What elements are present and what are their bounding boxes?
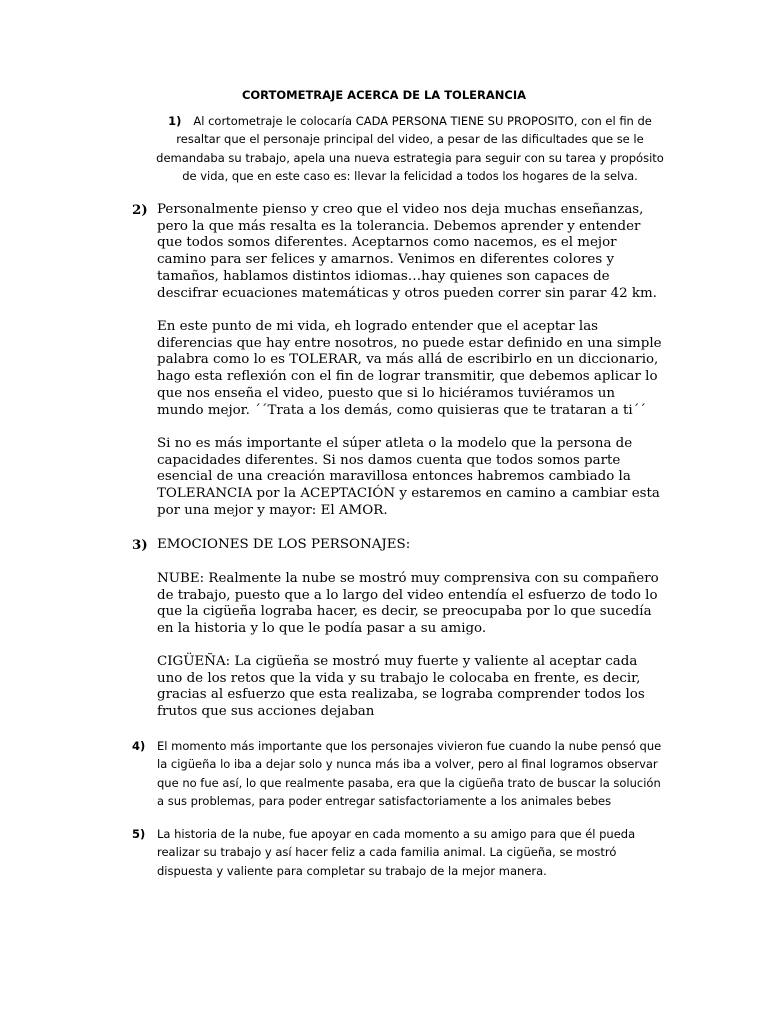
section-3-heading: EMOCIONES DE LOS PERSONAJES: bbox=[157, 537, 411, 552]
section-2-paragraph-3: Si no es más importante el súper atleta o la modelo que la persona de capacidades diferentes. Si nos damos cuenta que todos somos parte esencial de una creación maravillosa entonces habremos cambiado la TOLERANCIA por la ACEPTACIÓN y estaremos en camino a cambiar esta por una mejor y mayor: El AMOR. bbox=[157, 436, 660, 518]
section-1-paragraph-1: Al cortometraje le colocaría CADA PERSONA TIENE SU PROPOSITO, con el fin de resaltar que el personaje principal del video, a pesar de las dificultades que se le demandaba su trabajo, apela una nueva estrategia para seguir con su tarea y propósito de vida, que en este caso es: llevar la felicidad a todos los hogares de la selva. bbox=[156, 114, 664, 184]
section-1-number: 1) bbox=[168, 114, 182, 128]
section-3-paragraph-ciguena: CIGÜEÑA: La cigüeña se mostró muy fuerte y valiente al aceptar cada uno de los retos que la vida y su trabajo le colocaba en frente, es decir, gracias al esfuerzo que esta realizaba, se lograba comprender todos los frutos que sus acciones dejaban bbox=[157, 654, 645, 720]
section-4-paragraph-1: El momento más importante que los personajes vivieron fue cuando la nube pensó que la cigüeña lo iba a dejar solo y nunca más iba a volver, pero al final logramos observar que no fue así, lo que realmente pasaba, era que la cigüeña trato de buscar la solución a sus problemas, para poder entregar satisfactoriamente a los animales bebes bbox=[157, 739, 662, 809]
document-title: CORTOMETRAJE ACERCA DE LA TOLERANCIA bbox=[241, 88, 527, 102]
section-5-paragraph-1: La historia de la nube, fue apoyar en cada momento a su amigo para que él pueda realizar su trabajo y así hacer feliz a cada familia animal. La cigüeña, se mostró dispuesta y valiente para completar su trabajo de la mejor manera. bbox=[157, 827, 636, 878]
section-5-number: 5) bbox=[132, 827, 146, 841]
section-3-number: 3) bbox=[132, 537, 148, 553]
section-2-paragraph-1: Personalmente pienso y creo que el video nos deja muchas enseñanzas, pero la que más resalta es la tolerancia. Debemos aprender y entender que todos somos diferentes. Aceptarnos como nacemos, es el mejor camino para ser felices y amarnos. Venimos en diferentes colores y tamaños, hablamos distintos idiomas…hay quienes son capaces de descifrar ecuaciones matemáticas y otros pueden correr sin parar 42 km. bbox=[157, 202, 657, 301]
section-1 bbox=[150, 112, 670, 186]
section-2-paragraph-2: En este punto de mi vida, eh logrado entender que el aceptar las diferencias que hay entre nosotros, no puede estar definido en una simple palabra como lo es TOLERAR, va más allá de escribirlo en un diccionario, hago esta reflexión con el fin de lograr transmitir, que debemos aplicar lo que nos enseña el video, puesto que si lo hiciéramos tuviéramos un mundo mejor. ´´Trata a los demás, como quisieras que te trataran a ti´´ bbox=[157, 319, 662, 418]
section-2-number: 2) bbox=[132, 202, 148, 218]
section-4-number: 4) bbox=[132, 739, 146, 753]
section-3-paragraph-nube: NUBE: Realmente la nube se mostró muy comprensiva con su compañero de trabajo, puesto que a lo largo del video entendía el esfuerzo de todo lo que la cigüeña lograba hacer, es decir, se preocupaba por lo que sucedía en la historia y lo que le podía pasar a su amigo. bbox=[157, 571, 659, 637]
